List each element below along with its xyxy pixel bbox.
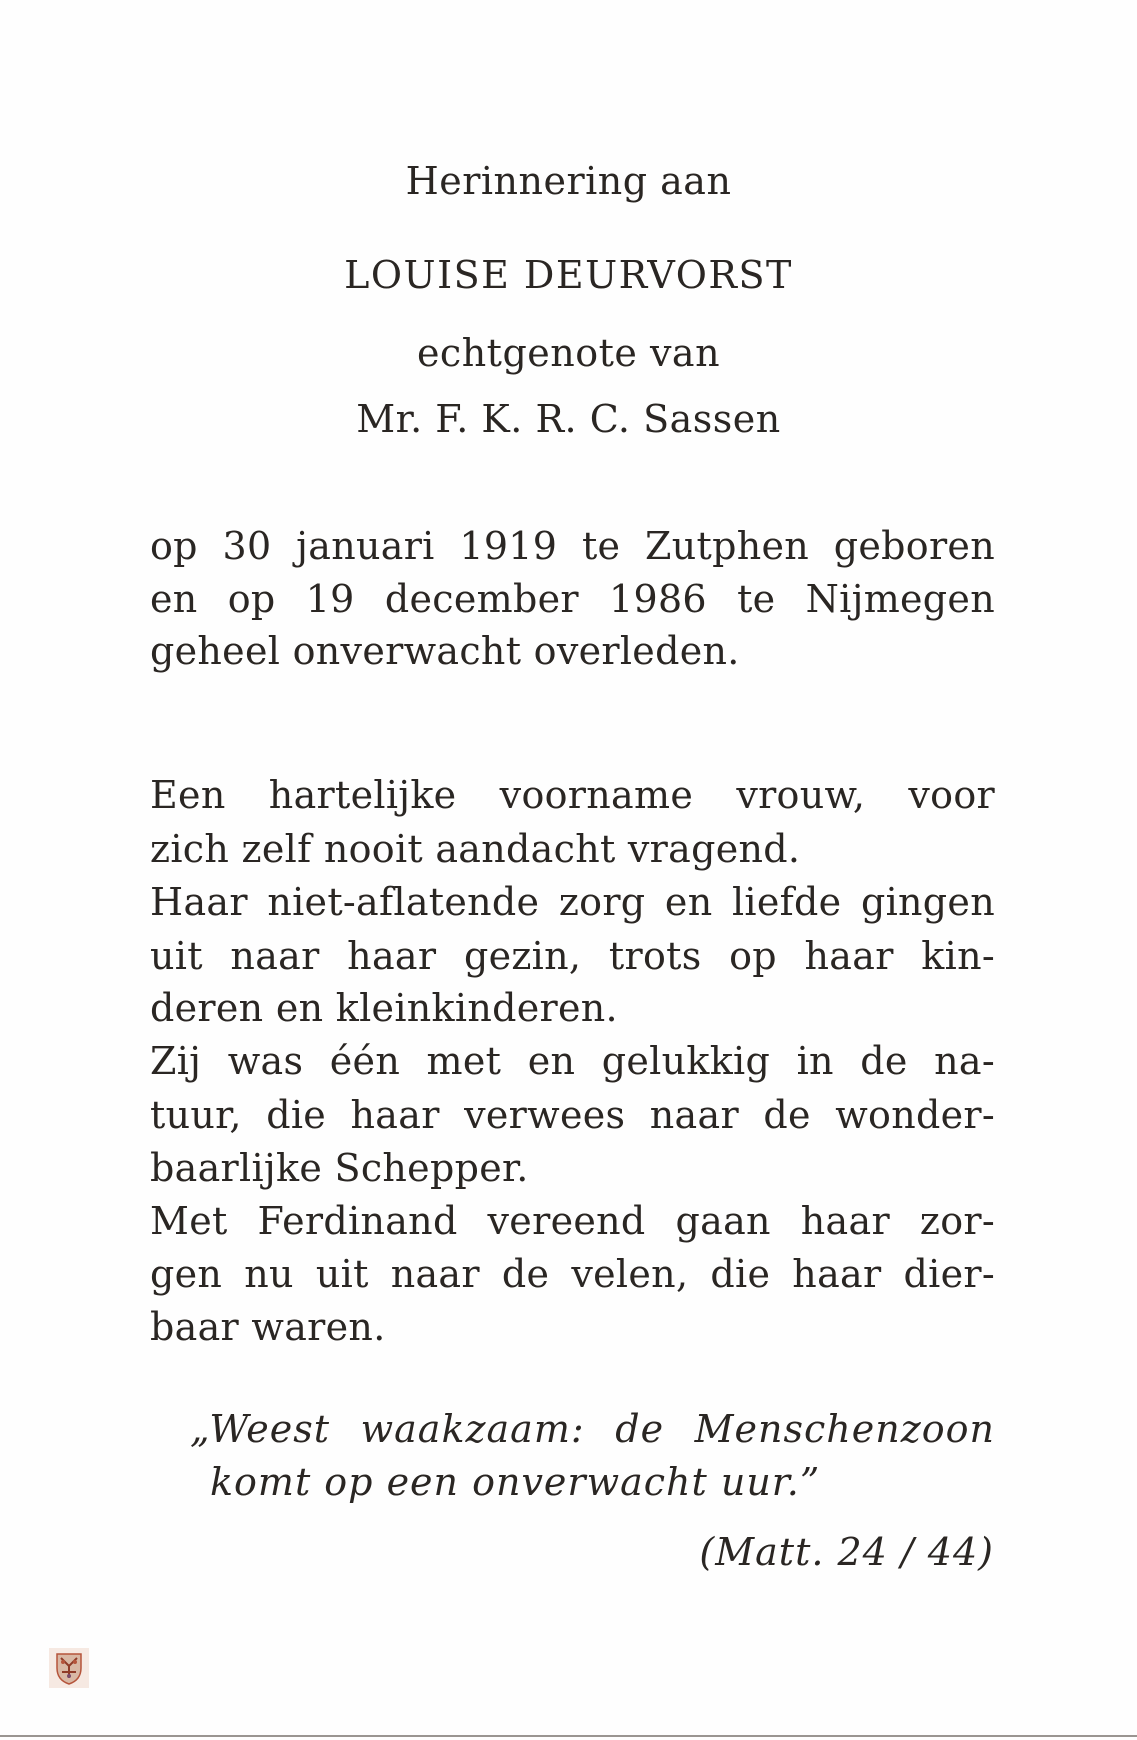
tribute-line: tuur, die haar verwees naar de wonder-: [150, 1093, 995, 1137]
tribute-line: uit naar haar gezin, trots op haar kin-: [150, 934, 995, 978]
deceased-name: LOUISE DEURVORST: [344, 253, 793, 297]
tribute-line: gen nu uit naar de velen, die haar dier-: [150, 1252, 995, 1296]
tribute-line: zich zelf nooit aandacht vragend.: [150, 827, 801, 871]
intro-text: Herinnering aan: [405, 159, 732, 203]
dates-line: en op 19 december 1986 te Nijmegen: [150, 577, 995, 621]
tribute-line: Met Ferdinand vereend gaan haar zor-: [150, 1199, 995, 1243]
bible-reference: (Matt. 24 / 44): [699, 1530, 994, 1574]
tribute-line: Haar niet-aflatende zorg en liefde gingen: [150, 880, 995, 924]
bottom-border: [0, 1735, 1137, 1737]
tribute-line: Zij was één met en gelukkig in de na-: [150, 1039, 995, 1083]
tribute-line: baarlijke Schepper.: [150, 1146, 529, 1190]
dates-line: geheel onverwacht overleden.: [150, 629, 740, 673]
relation-text: echtgenote van: [416, 331, 721, 375]
bible-quote-line: „Weest waakzaam: de Menschenzoon: [190, 1407, 995, 1451]
heraldic-emblem-icon: [49, 1648, 89, 1688]
bible-quote-line: komt op een onverwacht uur.”: [210, 1460, 821, 1504]
tribute-line: deren en kleinkinderen.: [150, 986, 618, 1030]
spouse-name: Mr. F. K. R. C. Sassen: [356, 397, 781, 441]
tribute-line: baar waren.: [150, 1305, 386, 1349]
dates-line: op 30 januari 1919 te Zutphen geboren: [150, 524, 995, 568]
tribute-line: Een hartelijke voorname vrouw, voor: [150, 773, 995, 817]
